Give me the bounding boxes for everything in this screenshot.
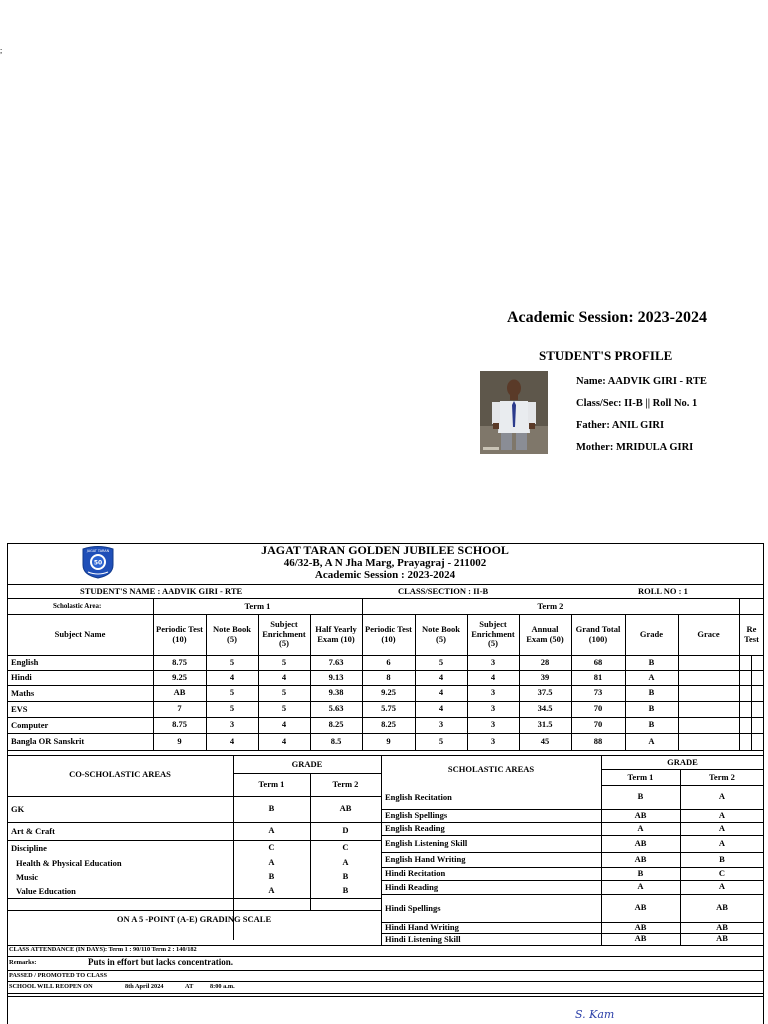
rule-line <box>678 614 679 750</box>
mark-cell: 70 <box>593 703 603 714</box>
rule-line <box>7 993 764 994</box>
mark-cell: 4 <box>229 735 235 746</box>
co-term2-header: Term 2 <box>332 779 359 790</box>
co-grade-t2: B <box>342 885 349 896</box>
rule-line <box>625 614 626 750</box>
mark-cell: 4 <box>438 703 444 714</box>
rule-line <box>7 733 764 734</box>
mark-cell: 9.13 <box>328 671 344 682</box>
reopen-time: 8:00 a.m. <box>210 983 235 990</box>
term2-header: Term 2 <box>537 601 564 611</box>
mark-cell: 5 <box>281 656 287 667</box>
mark-cell: 8.5 <box>330 735 342 746</box>
subject-name: Computer <box>11 719 49 730</box>
rule-line <box>7 945 764 946</box>
student-class-roll: Class/Sec: II-B || Roll No. 1 <box>576 398 698 409</box>
scholastic-area-label: Scholastic Area: <box>53 602 102 610</box>
sch-area-name: English Hand Writing <box>385 854 466 865</box>
hdr-retest: Re Test <box>744 624 759 644</box>
hdr-grand-total: Grand Total (100) <box>575 624 621 644</box>
mark-cell: 3 <box>490 719 496 730</box>
sch-grade-t2: AB <box>716 933 728 944</box>
sch-area-name: Hindi Spellings <box>385 902 441 913</box>
sch-grade-t1: A <box>637 881 644 892</box>
hdr-subject-enrichment-2: Subject Enrichment (5) <box>471 619 515 649</box>
rule-line <box>233 773 381 774</box>
mark-cell: B <box>648 687 655 698</box>
rule-line <box>7 614 764 615</box>
rule-line <box>7 685 764 686</box>
co-grade-t1: A <box>268 825 275 836</box>
co-grade-t1: A <box>268 885 275 896</box>
rule-line <box>7 655 764 656</box>
mark-cell: 5 <box>229 703 235 714</box>
student-name-row: STUDENT'S NAME : AADVIK GIRI - RTE <box>80 586 243 596</box>
student-name: Name: AADVIK GIRI - RTE <box>576 376 707 387</box>
hdr-grace: Grace <box>697 628 720 639</box>
reopen-label: SCHOOL WILL REOPEN ON <box>9 983 93 990</box>
reopen-at: AT <box>185 983 194 990</box>
sch-grade-t1: AB <box>634 837 647 848</box>
rule-line <box>206 614 207 750</box>
mark-cell: 5 <box>438 656 444 667</box>
sch-grade-t1: AB <box>634 809 647 820</box>
rule-line <box>310 773 311 910</box>
co-area-name: Health & Physical Education <box>16 857 122 868</box>
hdr-note-book-1: Note Book (5) <box>212 624 251 644</box>
sch-area-name: Hindi Recitation <box>385 868 446 879</box>
sch-area-name: Hindi Listening Skill <box>385 933 461 944</box>
rule-line <box>258 614 259 750</box>
mark-cell: 3 <box>229 719 235 730</box>
mark-cell: 45 <box>540 735 550 746</box>
rule-line <box>153 598 154 750</box>
sch-area-name: Hindi Reading <box>385 881 439 892</box>
co-grade-header: GRADE <box>291 759 323 770</box>
co-grade-t2: B <box>342 871 349 882</box>
mark-cell: 4 <box>281 735 287 746</box>
rule-line <box>7 701 764 702</box>
rule-line <box>381 867 764 868</box>
mark-cell: 8.75 <box>172 656 187 667</box>
rule-line <box>381 822 764 823</box>
mark-cell: 28 <box>540 656 550 667</box>
hdr-periodic-test-1: Periodic Test (10) <box>156 624 203 644</box>
attendance: CLASS ATTENDANCE (IN DAYS): Term 1 : 90/110 Term 2 : 140/182 <box>9 946 197 953</box>
rule-line <box>601 809 764 810</box>
hdr-note-book-2: Note Book (5) <box>421 624 460 644</box>
rule-line <box>571 614 572 750</box>
mark-cell: 88 <box>593 735 603 746</box>
mark-cell: 4 <box>281 719 287 730</box>
mark-cell: 3 <box>438 719 444 730</box>
sch-term1-header: Term 1 <box>627 771 654 782</box>
rule-line <box>381 880 764 881</box>
co-term1-header: Term 1 <box>258 779 285 790</box>
rule-line <box>7 755 764 756</box>
mark-cell: 5 <box>229 687 235 698</box>
mark-cell: 70 <box>593 719 603 730</box>
sch-grade-t2: A <box>718 837 726 848</box>
sch-grade-t2: A <box>718 791 726 802</box>
rule-line <box>362 598 363 750</box>
sch-grade-header: GRADE <box>667 756 698 767</box>
mark-cell: 8.75 <box>172 719 187 730</box>
sch-area-name: English Reading <box>385 823 445 834</box>
co-grade-t2: D <box>342 825 349 836</box>
rule-line <box>7 717 764 718</box>
rule-line <box>7 970 764 971</box>
mark-cell: 3 <box>490 687 496 698</box>
rule-line <box>601 785 764 786</box>
rule-line <box>381 894 764 895</box>
sch-grade-t1: AB <box>634 853 647 864</box>
mark-cell: A <box>648 671 655 682</box>
mark-cell: 5 <box>281 687 287 698</box>
rule-line <box>7 981 764 982</box>
mark-cell: 3 <box>490 656 496 667</box>
mark-cell: 9.25 <box>381 687 396 698</box>
rule-line <box>7 956 764 957</box>
sch-area-name: Hindi Hand Writing <box>385 922 459 933</box>
sch-grade-t1: A <box>637 822 644 833</box>
rule-line <box>7 598 764 599</box>
mark-cell: 9.25 <box>172 671 187 682</box>
hdr-annual-exam: Annual Exam (50) <box>526 624 564 644</box>
mark-cell: 5.75 <box>381 703 396 714</box>
mark-cell: 73 <box>593 687 603 698</box>
mark-cell: B <box>648 703 655 714</box>
mark-cell: 31.5 <box>537 719 553 730</box>
mark-cell: 9 <box>177 735 182 746</box>
rule-line <box>601 769 764 770</box>
mark-cell: 9 <box>386 735 391 746</box>
sch-grade-t1: AB <box>634 933 647 944</box>
mark-cell: 8.25 <box>328 719 344 730</box>
rule-line <box>601 755 602 945</box>
subject-name: Hindi <box>11 672 32 683</box>
rule-line <box>7 996 764 997</box>
rule-line <box>519 614 520 750</box>
school-logo <box>80 545 116 579</box>
school-address: 46/32-B, A N Jha Marg, Prayagraj - 211002 <box>283 557 487 569</box>
school-name: JAGAT TARAN GOLDEN JUBILEE SCHOOL <box>261 543 509 557</box>
reopen-date: 8th April 2024 <box>125 983 164 990</box>
mark-cell: 8 <box>386 671 391 682</box>
principal-signature: S. Kam <box>575 1008 615 1021</box>
co-area-name: Discipline <box>11 842 47 853</box>
mark-cell: 4 <box>229 671 235 682</box>
co-area-name: Art & Craft <box>11 825 55 836</box>
rule-line <box>7 840 381 841</box>
mark-cell: 5.63 <box>328 703 344 714</box>
mark-cell: B <box>648 656 655 667</box>
grading-scale-note: ON A 5 -POINT (A-E) GRADING SCALE <box>116 914 272 925</box>
hdr-subject-enrichment-1: Subject Enrichment (5) <box>262 619 306 649</box>
student-father: Father: ANIL GIRI <box>576 420 665 431</box>
rule-line <box>233 755 234 940</box>
sch-grade-t2: A <box>718 822 726 833</box>
sch-grade-t2: A <box>718 809 726 820</box>
rule-line <box>680 769 681 945</box>
mark-cell: 5 <box>281 703 287 714</box>
promoted-label: PASSED / PROMOTED TO CLASS <box>9 972 107 979</box>
sch-grade-t1: B <box>637 791 644 802</box>
mark-cell: 7.63 <box>328 656 344 667</box>
sch-term2-header: Term 2 <box>709 771 735 782</box>
school-session: Academic Session : 2023-2024 <box>314 569 456 581</box>
student-mother: Mother: MRIDULA GIRI <box>576 442 694 453</box>
rule-line <box>7 796 381 797</box>
rule-line <box>381 852 764 853</box>
mark-cell: 4 <box>438 671 444 682</box>
mark-cell: 4 <box>438 687 444 698</box>
mark-cell: 5 <box>438 735 444 746</box>
rule-line <box>7 670 764 671</box>
term1-header: Term 1 <box>244 601 271 611</box>
rule-line <box>381 922 764 923</box>
rule-line <box>381 933 764 934</box>
svg-text:50: 50 <box>93 559 103 567</box>
co-grade-t2: AB <box>339 803 352 814</box>
co-grade-t1: C <box>268 842 275 853</box>
rule-line <box>381 835 764 836</box>
rule-line <box>7 750 764 751</box>
student-profile-title: STUDENT'S PROFILE <box>539 348 673 363</box>
mark-cell: 3 <box>490 735 496 746</box>
co-grade-t2: A <box>342 857 349 868</box>
sch-grade-t2: C <box>718 867 726 878</box>
rule-line <box>467 614 468 750</box>
mark-cell: A <box>648 735 655 746</box>
hdr-subject-name: Subject Name <box>54 628 106 639</box>
remarks-label: Remarks: <box>9 959 37 966</box>
student-photo <box>480 371 548 454</box>
co-area-name: GK <box>11 803 25 814</box>
stray-mark: ; <box>0 46 3 55</box>
co-grade-t2: C <box>342 842 349 853</box>
sch-grade-t2: A <box>718 881 726 892</box>
rule-line <box>310 614 311 750</box>
subject-name: Maths <box>11 687 35 698</box>
sch-grade-t2: AB <box>716 921 728 932</box>
hdr-half-yearly: Half Yearly Exam (10) <box>315 624 357 644</box>
sch-grade-t1: B <box>637 867 644 878</box>
academic-session-heading: Academic Session: 2023-2024 <box>507 309 707 326</box>
mark-cell: 39 <box>540 671 550 682</box>
hdr-grade: Grade <box>639 628 664 639</box>
class-section-row: CLASS/SECTION : II-B <box>398 586 489 596</box>
mark-cell: AB <box>173 687 186 698</box>
co-grade-t1: B <box>268 871 275 882</box>
rule-line <box>7 910 381 911</box>
mark-cell: 4 <box>281 671 287 682</box>
co-grade-t1: A <box>268 857 275 868</box>
mark-cell: B <box>648 719 655 730</box>
rule-line <box>381 755 382 945</box>
mark-cell: 9.38 <box>328 687 344 698</box>
sch-area-name: English Listening Skill <box>385 838 468 849</box>
mark-cell: 37.5 <box>537 687 553 698</box>
mark-cell: 3 <box>490 703 496 714</box>
roll-no-row: ROLL NO : 1 <box>638 586 688 596</box>
subject-name: English <box>11 657 39 668</box>
rule-line <box>7 822 381 823</box>
mark-cell: 8.25 <box>381 719 396 730</box>
sch-grade-t2: AB <box>716 902 728 913</box>
logo-text: JAGAT TARAN <box>86 549 110 553</box>
rule-line <box>7 898 381 899</box>
sch-grade-t2: B <box>719 853 725 864</box>
mark-cell: 6 <box>386 656 391 667</box>
remarks-text: Puts in effort but lacks concentration. <box>88 957 233 967</box>
mark-cell: 81 <box>593 671 603 682</box>
sch-title: SCHOLASTIC AREAS <box>447 764 535 775</box>
rule-line <box>751 655 752 750</box>
co-area-name: Music <box>16 871 39 882</box>
co-grade-t1: B <box>268 803 275 814</box>
mark-cell: 4 <box>490 671 496 682</box>
mark-cell: 5 <box>229 656 235 667</box>
subject-name: Bangla OR Sanskrit <box>11 736 85 747</box>
sch-area-name: English Recitation <box>385 791 452 802</box>
co-scholastic-title: CO-SCHOLASTIC AREAS <box>69 769 171 780</box>
mark-cell: 34.5 <box>537 703 553 714</box>
sch-grade-t1: AB <box>634 902 647 913</box>
sch-grade-t1: AB <box>634 921 647 932</box>
rule-line <box>415 614 416 750</box>
hdr-periodic-test-2: Periodic Test (10) <box>365 624 412 644</box>
rule-line <box>7 584 764 585</box>
mark-cell: 7 <box>177 703 182 714</box>
sch-area-name: English Spellings <box>385 810 448 821</box>
subject-name: EVS <box>11 703 28 714</box>
rule-line <box>739 598 740 750</box>
co-area-name: Value Education <box>16 885 76 896</box>
mark-cell: 68 <box>593 656 603 667</box>
